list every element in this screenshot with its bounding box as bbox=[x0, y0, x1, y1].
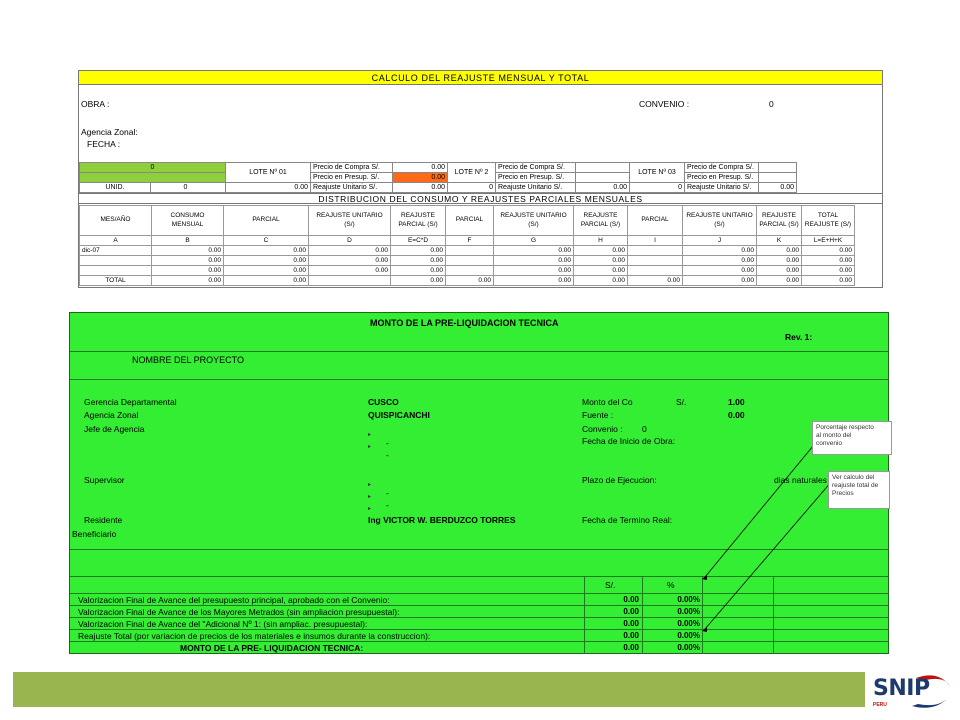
unid-label: UNID. bbox=[105, 184, 125, 191]
reajuste-2-value: 0.00 bbox=[576, 183, 630, 193]
header-cell: REAJUSTE UNITARIO (S/) bbox=[309, 206, 391, 236]
table-cell: 0.00 bbox=[391, 276, 446, 286]
table-cell: 0.00 bbox=[757, 256, 802, 266]
residente-value: Ing VICTOR W. BERDUZCO TORRES bbox=[368, 515, 516, 525]
convenio-value: 0 bbox=[769, 99, 774, 109]
table-cell: 0.00 bbox=[683, 256, 757, 266]
fecha-termino-label: Fecha de Termino Real: bbox=[582, 515, 673, 525]
letter-cell: I bbox=[628, 236, 683, 246]
table-cell: 0.00 bbox=[802, 256, 855, 266]
footer-band bbox=[13, 672, 865, 707]
summary-row-soles: 0.00 bbox=[623, 595, 639, 604]
table-cell[interactable]: 0.00 bbox=[152, 246, 224, 256]
comment-reajuste: Ver calculo del reajuste total de Precios bbox=[828, 471, 890, 509]
table-cell: 0.00 bbox=[309, 266, 391, 276]
letter-cell: J bbox=[683, 236, 757, 246]
header-cell: TOTAL REAJUSTE (S/) bbox=[802, 206, 855, 236]
unid-cell bbox=[80, 183, 226, 193]
header-cell: CONSUMO MENSUAL bbox=[152, 206, 224, 236]
precio-compra-2-label: Precio de Compra S/. bbox=[496, 163, 576, 173]
convenio-value: 0 bbox=[642, 424, 647, 434]
letter-cell: L=E+H+K bbox=[802, 236, 855, 246]
dash-mark: - bbox=[386, 438, 389, 448]
dias-naturales-label: dias naturales bbox=[774, 475, 827, 485]
lote1-total: 0.00 bbox=[226, 183, 311, 193]
summary-row-soles: 0.00 bbox=[623, 607, 639, 616]
agencia-label: Agencia Zonal: bbox=[81, 127, 138, 137]
header-cell: PARCIAL bbox=[224, 206, 309, 236]
table-cell[interactable] bbox=[446, 266, 494, 276]
table-cell: 0.00 bbox=[494, 266, 574, 276]
table-cell: 0.00 bbox=[494, 246, 574, 256]
summary-row-label: Valorizacion Final de Avance del "Adicional Nº 1: (sin ampliac. presupuestal): bbox=[78, 619, 368, 629]
col-pct-header: % bbox=[667, 580, 675, 590]
agencia-zonal-value: QUISPICANCHI bbox=[368, 410, 430, 420]
table-cell: 0.00 bbox=[391, 256, 446, 266]
green-input-cell-2[interactable] bbox=[80, 173, 226, 183]
total-soles: 0.00 bbox=[623, 643, 639, 652]
summary-row-pct: 0.00% bbox=[677, 607, 700, 616]
lote1-label: LOTE Nº 01 bbox=[226, 163, 311, 183]
letter-cell: F bbox=[446, 236, 494, 246]
nombre-proyecto-label: NOMBRE DEL PROYECTO bbox=[132, 355, 245, 365]
table-cell[interactable] bbox=[80, 256, 152, 266]
table-cell: 0.00 bbox=[683, 246, 757, 256]
table-cell[interactable] bbox=[446, 246, 494, 256]
fuente-value[interactable]: 0.00 bbox=[728, 410, 745, 420]
precio-presup-3-label: Precio en Presup. S/. bbox=[685, 173, 759, 183]
revision-label: Rev. 1: bbox=[785, 332, 813, 342]
precio-compra-1-value[interactable]: 0.00 bbox=[393, 163, 448, 173]
gerencia-label: Gerencia Departamental bbox=[84, 397, 177, 407]
table-cell[interactable] bbox=[628, 256, 683, 266]
supervisor-label: Supervisor bbox=[84, 475, 125, 485]
letter-cell: D bbox=[309, 236, 391, 246]
table-cell[interactable]: 0.00 bbox=[152, 266, 224, 276]
obra-label: OBRA : bbox=[81, 99, 110, 109]
comment-marker-icon: ▸ bbox=[368, 494, 372, 500]
precio-presup-1-value[interactable]: 0.00 bbox=[393, 173, 448, 183]
table-cell: 0.00 bbox=[224, 266, 309, 276]
table-cell[interactable]: 0.00 bbox=[152, 256, 224, 266]
fuente-label: Fuente : bbox=[582, 410, 614, 420]
dash-mark: - bbox=[386, 488, 389, 498]
reajuste-3-value: 0.00 bbox=[759, 183, 797, 193]
table-cell: 0.00 bbox=[152, 276, 224, 286]
precio-compra-2-value[interactable] bbox=[576, 163, 630, 173]
sheet-title: CALCULO DEL REAJUSTE MENSUAL Y TOTAL bbox=[79, 71, 882, 85]
table-cell: 0.00 bbox=[802, 276, 855, 286]
summary-row-label: Valorizacion Final de Avance del presupuesto principal, aprobado con el Convenio: bbox=[78, 595, 390, 605]
table-cell bbox=[309, 276, 391, 286]
header-cell: MES/AÑO bbox=[80, 206, 152, 236]
jefe-agencia-label: Jefe de Agencia bbox=[84, 424, 145, 434]
precio-compra-1-label: Precio de Compra S/. bbox=[311, 163, 393, 173]
header-cell: PARCIAL bbox=[446, 206, 494, 236]
reajuste-sheet bbox=[78, 70, 883, 288]
header-cell: REAJUSTE UNITARIO (S/) bbox=[494, 206, 574, 236]
arrow-line bbox=[705, 481, 832, 629]
letter-cell: C bbox=[224, 236, 309, 246]
letter-cell: K bbox=[757, 236, 802, 246]
comment-marker-icon: ▸ bbox=[368, 432, 372, 438]
dash-mark: - bbox=[386, 450, 389, 460]
header-cell: REAJUSTE UNITARIO (S/) bbox=[683, 206, 757, 236]
pre-liquidacion-title: MONTO DE LA PRE-LIQUIDACION TECNICA bbox=[370, 318, 559, 328]
table-cell: 0.00 bbox=[757, 266, 802, 276]
comment-marker-icon: ▸ bbox=[368, 482, 372, 488]
reajuste-2-label: Reajuste Unitario S/. bbox=[496, 183, 576, 193]
table-cell: 0.00 bbox=[446, 276, 494, 286]
lote3-total: 0 bbox=[630, 183, 685, 193]
table-cell: 0.00 bbox=[757, 276, 802, 286]
letter-cell: B bbox=[152, 236, 224, 246]
table-cell: 0.00 bbox=[494, 276, 574, 286]
plazo-label: Plazo de Ejecucion: bbox=[582, 475, 657, 485]
table-cell[interactable] bbox=[628, 246, 683, 256]
precio-compra-3-value[interactable] bbox=[759, 163, 797, 173]
reajuste-1-label: Reajuste Unitario S/. bbox=[311, 183, 393, 193]
header-cell: REAJUSTE PARCIAL (S/) bbox=[757, 206, 802, 236]
summary-row-soles: 0.00 bbox=[623, 619, 639, 628]
agencia-zonal-label: Agencia Zonal bbox=[84, 410, 139, 420]
table-cell: 0.00 bbox=[574, 246, 628, 256]
table-cell: 0.00 bbox=[309, 256, 391, 266]
table-row bbox=[80, 246, 855, 256]
col-soles-header: S/. bbox=[605, 580, 616, 590]
table-cell: 0.00 bbox=[802, 266, 855, 276]
table-cell: 0.00 bbox=[309, 246, 391, 256]
comment-marker-icon: ▸ bbox=[368, 444, 372, 450]
summary-row-pct: 0.00% bbox=[677, 595, 700, 604]
monto-currency: S/. bbox=[676, 397, 687, 407]
precio-compra-3-label: Precio de Compra S/. bbox=[685, 163, 759, 173]
summary-row-pct: 0.00% bbox=[677, 619, 700, 628]
summary-row-pct: 0.00% bbox=[677, 631, 700, 640]
table-cell: 0.00 bbox=[574, 276, 628, 286]
table-cell: 0.00 bbox=[224, 256, 309, 266]
unid-value[interactable]: 0 bbox=[150, 183, 220, 192]
total-row bbox=[80, 276, 855, 286]
precio-presup-2-label: Precio en Presup. S/. bbox=[496, 173, 576, 183]
summary-row-label: Valorizacion Final de Avance de los Mayores Metrados (sin ampliacion presupuestal): bbox=[78, 607, 400, 617]
table-cell: 0.00 bbox=[224, 276, 309, 286]
letter-cell: E=C*D bbox=[391, 236, 446, 246]
table-cell[interactable]: dic-07 bbox=[80, 246, 152, 256]
comment-porcentaje: Porcentaje respecto al monto del convenio bbox=[812, 421, 892, 455]
total-pct: 0.00% bbox=[677, 643, 700, 652]
gerencia-value: CUSCO bbox=[368, 397, 399, 407]
fecha-label: FECHA : bbox=[87, 139, 121, 149]
arrowhead-icon bbox=[702, 627, 707, 632]
header-cell: REAJUSTE PARCIAL (S/) bbox=[391, 206, 446, 236]
convenio-label: Convenio : bbox=[582, 424, 623, 434]
table-cell: 0.00 bbox=[757, 246, 802, 256]
table-cell: 0.00 bbox=[683, 266, 757, 276]
convenio-label: CONVENIO : bbox=[639, 99, 690, 109]
lote-table bbox=[79, 162, 797, 193]
table-cell: 0.00 bbox=[802, 246, 855, 256]
table-cell: 0.00 bbox=[683, 276, 757, 286]
distribucion-title: DISTRIBUCION DEL CONSUMO Y REAJUSTES PARCIALES MENSUALES bbox=[79, 193, 882, 204]
residente-label: Residente bbox=[84, 515, 123, 525]
table-cell: 0.00 bbox=[391, 266, 446, 276]
fecha-inicio-label: Fecha de Inicio de Obra: bbox=[582, 436, 676, 446]
table-cell[interactable] bbox=[628, 266, 683, 276]
reajuste-3-label: Reajuste Unitario S/. bbox=[685, 183, 759, 193]
distribucion-table bbox=[79, 205, 855, 286]
monto-convenio-label: Monto del Co bbox=[582, 397, 633, 407]
lote2-label: LOTE Nº 2 bbox=[448, 163, 496, 183]
table-cell: 0.00 bbox=[391, 246, 446, 256]
summary-row-soles: 0.00 bbox=[623, 631, 639, 640]
snip-logo bbox=[868, 672, 954, 712]
pre-liquidacion-sheet bbox=[69, 312, 889, 654]
comment-marker-icon: ▸ bbox=[368, 506, 372, 512]
table-cell[interactable] bbox=[80, 266, 152, 276]
monto-convenio-value[interactable]: 1.00 bbox=[728, 397, 745, 407]
precio-presup-3-value[interactable] bbox=[759, 173, 797, 183]
table-row bbox=[80, 256, 855, 266]
letter-cell: G bbox=[494, 236, 574, 246]
lote3-label: LOTE Nº 03 bbox=[630, 163, 685, 183]
dash-mark: - bbox=[386, 500, 389, 510]
header-cell: PARCIAL bbox=[628, 206, 683, 236]
reajuste-1-value: 0.00 bbox=[393, 183, 448, 193]
table-cell: 0.00 bbox=[494, 256, 574, 266]
table-cell: 0.00 bbox=[628, 276, 683, 286]
logo-text: SNIP bbox=[873, 676, 930, 701]
total-label: MONTO DE LA PRE- LIQUIDACION TECNICA: bbox=[180, 643, 364, 653]
table-cell: 0.00 bbox=[574, 266, 628, 276]
table-cell: 0.00 bbox=[224, 246, 309, 256]
green-input-cell[interactable]: 0 bbox=[80, 163, 226, 173]
letter-cell: A bbox=[80, 236, 152, 246]
summary-row-label: Reajuste Total (por variacion de precios de los materiales e insumos durante la construccion): bbox=[78, 631, 431, 641]
letter-cell: H bbox=[574, 236, 628, 246]
precio-presup-1-label: Precio en Presup. S/. bbox=[311, 173, 393, 183]
table-cell: TOTAL bbox=[80, 276, 152, 286]
logo-subtext: PERU bbox=[873, 702, 887, 708]
table-cell[interactable] bbox=[446, 256, 494, 266]
beneficiario-label: Beneficiario bbox=[72, 529, 117, 539]
precio-presup-2-value[interactable] bbox=[576, 173, 630, 183]
header-cell: REAJUSTE PARCIAL (S/) bbox=[574, 206, 628, 236]
table-row bbox=[80, 266, 855, 276]
table-cell: 0.00 bbox=[574, 256, 628, 266]
lote2-total: 0 bbox=[448, 183, 496, 193]
arrowhead-icon bbox=[702, 575, 707, 580]
